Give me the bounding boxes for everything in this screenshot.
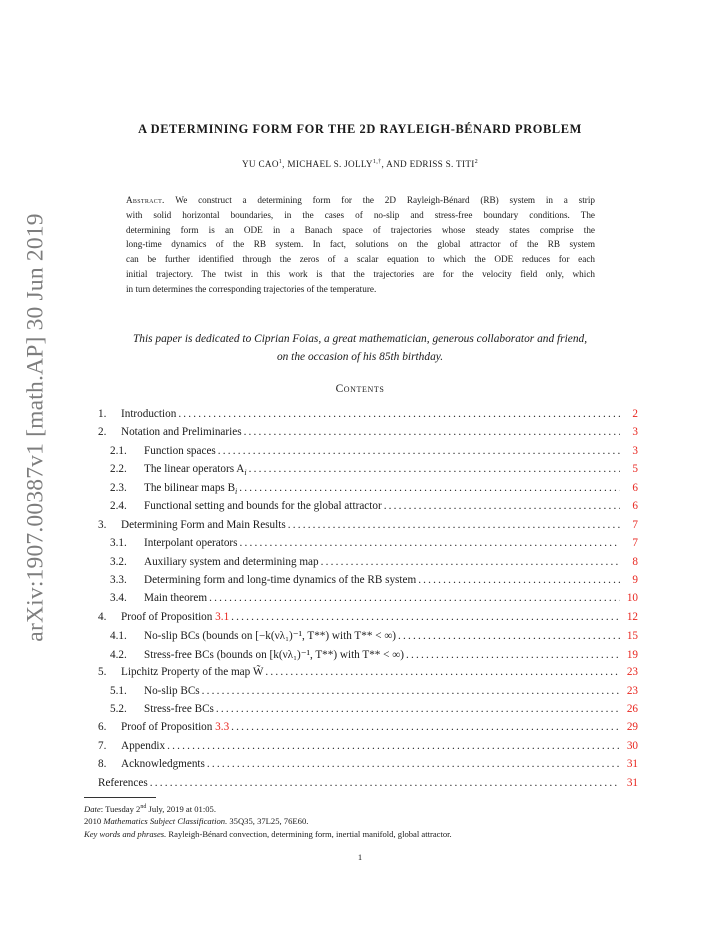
toc-leader-dots — [384, 500, 620, 512]
toc-entry[interactable] — [98, 408, 638, 426]
toc-entry[interactable] — [98, 445, 638, 463]
toc-entry-title[interactable] — [144, 685, 200, 697]
toc-entry-title-text: Auxiliary system and determining map — [144, 555, 319, 568]
toc-entry-title-text: Lipchitz Property of the map W̃ — [121, 666, 264, 679]
toc-entry-number: 3.2. — [110, 555, 127, 568]
author-separator: , — [282, 159, 288, 170]
toc-page-link[interactable]: 15 — [626, 630, 638, 643]
toc-entry-title[interactable] — [144, 592, 207, 604]
toc-entry-number: 2.1. — [110, 444, 127, 457]
toc-entry[interactable] — [98, 426, 638, 444]
msc-codes: 35Q35, 37L25, 76E60. — [227, 816, 309, 827]
toc-entry[interactable] — [98, 666, 638, 684]
toc-leader-dots — [406, 649, 620, 661]
abstract-line: long-time dynamics of the RB system. In fact, solutions on the global attractor of the RB system — [126, 239, 595, 250]
toc-entry-number: 3. — [98, 518, 107, 531]
arxiv-id[interactable]: arXiv:1907.00387v1 [math.AP] 30 Jun 2019 — [22, 212, 49, 642]
toc-page-link[interactable]: 23 — [626, 684, 638, 697]
toc-entry[interactable] — [98, 758, 638, 776]
toc-page-link[interactable]: 19 — [626, 648, 638, 661]
paper-title: A DETERMINING FORM FOR THE 2D RAYLEIGH-BÉNARD PROBLEM — [138, 122, 582, 136]
toc-entry-number: 4.2. — [110, 648, 127, 661]
toc-entry-title-text: Introduction — [121, 408, 177, 420]
msc-year: 2010 — [84, 816, 104, 827]
toc-page-link[interactable]: 23 — [626, 666, 638, 679]
toc-entry-title[interactable] — [121, 721, 229, 733]
toc-entry-title[interactable] — [144, 648, 404, 661]
toc-entry-title-text: Interpolant operators — [144, 537, 238, 550]
toc-entry-title-text: The linear operators A — [144, 463, 245, 476]
toc-entry-title[interactable] — [144, 703, 214, 715]
toc-entry-title[interactable] — [144, 445, 216, 457]
math-subscript: i — [244, 468, 247, 478]
toc-page-link[interactable]: 30 — [626, 739, 638, 752]
arxiv-stamp — [16, 212, 56, 642]
toc-page-link[interactable]: 7 — [632, 537, 638, 550]
toc-entry-title-text: Acknowledgments — [121, 758, 205, 771]
toc-entry[interactable] — [98, 482, 638, 500]
toc-page-link[interactable]: 12 — [626, 610, 638, 623]
table-of-contents — [98, 408, 638, 795]
toc-page-link[interactable]: 26 — [626, 703, 638, 715]
toc-entry-number: 5. — [98, 666, 107, 679]
msc-footnote — [84, 815, 644, 828]
toc-entry-title-text: Functional setting and bounds for the global attractor — [144, 500, 382, 513]
toc-leader-dots — [150, 777, 620, 789]
toc-leader-dots — [244, 426, 620, 438]
abstract — [126, 193, 595, 297]
toc-leader-dots — [209, 592, 620, 604]
toc-leader-dots — [178, 408, 620, 420]
toc-entry[interactable] — [98, 574, 638, 592]
abstract-line: with solid horizontal boundaries, in the cases of no-slip and stress-free boundary conditions. The — [126, 209, 595, 220]
toc-entry-title[interactable] — [121, 408, 176, 420]
date-footnote — [84, 801, 644, 815]
toc-entry[interactable] — [98, 685, 638, 703]
toc-leader-dots — [321, 556, 620, 568]
author-name: YU CAO — [241, 159, 279, 170]
dedication — [80, 330, 640, 366]
abstract-line: initial trajectory. The twist in this work is that the trajectories are for the velocity field only, which — [126, 268, 595, 279]
toc-leader-dots — [218, 445, 620, 457]
toc-leader-dots — [249, 463, 620, 475]
toc-entry-title-text: Determining Form and Main Results — [121, 518, 286, 531]
abstract-line: determining form is an ODE in a Banach space of trajectories whose steady states comprise the — [126, 224, 595, 235]
toc-page-link[interactable]: 31 — [626, 776, 638, 789]
toc-entry[interactable] — [98, 463, 638, 481]
toc-entry-title[interactable] — [144, 556, 319, 568]
toc-entry-number: 3.4. — [110, 592, 127, 605]
toc-entry-title[interactable] — [121, 519, 286, 531]
toc-entry-number: 3.1. — [110, 537, 127, 550]
dedication-line: This paper is dedicated to Ciprian Foias, a great mathematician, generous collaborator and friend, — [132, 333, 588, 345]
page-number: 1 — [357, 852, 363, 862]
toc-page-link[interactable]: 3 — [632, 444, 638, 457]
toc-entry-title-text: Proof of Proposition — [121, 610, 216, 623]
abstract-line — [126, 193, 595, 208]
toc-entry-title[interactable] — [121, 611, 229, 623]
toc-entry[interactable] — [98, 556, 638, 574]
toc-entry[interactable] — [98, 777, 638, 795]
date-label: Date — [84, 803, 101, 814]
toc-entry[interactable] — [98, 592, 638, 610]
footnote-rule — [84, 797, 156, 798]
toc-entry-title[interactable] — [144, 629, 396, 642]
toc-entry-title[interactable] — [144, 463, 247, 477]
abstract-line: can be further identified through the zeros of a scalar equation to which the ODE reduces for each — [126, 254, 595, 265]
toc-leader-dots — [418, 574, 620, 586]
author-affiliation-mark[interactable]: 2 — [474, 158, 478, 165]
toc-page-link[interactable]: 7 — [632, 518, 638, 531]
toc-entry-number: 1. — [98, 408, 107, 420]
toc-entry-number: 2.4. — [110, 500, 127, 513]
keywords-label: Key words and phrases. — [84, 829, 167, 840]
toc-entry-title[interactable] — [144, 500, 382, 512]
date-suffix: nd — [140, 804, 147, 810]
toc-entry-title[interactable] — [98, 777, 148, 789]
toc-leader-dots — [207, 758, 620, 770]
proposition-link[interactable]: 3.3 — [215, 721, 230, 734]
toc-page-link[interactable]: 5 — [632, 463, 638, 476]
toc-leader-dots — [231, 721, 620, 733]
msc-label: Mathematics Subject Classification. — [103, 816, 228, 827]
toc-entry[interactable] — [98, 703, 638, 721]
author-affiliation-mark[interactable]: 1,† — [372, 158, 382, 165]
toc-page-link[interactable]: 31 — [626, 758, 638, 771]
toc-entry-number: 5.1. — [110, 684, 127, 697]
toc-page-link[interactable]: 6 — [632, 500, 638, 513]
toc-leader-dots — [239, 482, 620, 494]
date-value: : Tuesday 2 — [100, 803, 141, 814]
toc-entry-title-text: The bilinear maps B — [144, 481, 236, 494]
toc-entry-title[interactable] — [144, 482, 237, 496]
toc-leader-dots — [216, 703, 620, 715]
toc-entry-number: 5.2. — [110, 703, 127, 715]
toc-entry-title-text: Notation and Preliminaries — [121, 426, 242, 439]
toc-page-link[interactable]: 9 — [632, 573, 638, 586]
toc-entry-title-text: References — [98, 776, 148, 789]
toc-entry-title-text: Stress-free BCs (bounds on [k(νλ₁)⁻¹, T**) with T** < ∞) — [144, 648, 404, 661]
author-name: MICHAEL S. JOLLY — [287, 159, 373, 170]
toc-entry-number: 6. — [98, 721, 107, 734]
toc-entry-number: 8. — [98, 758, 107, 771]
toc-entry-number: 3.3. — [110, 573, 127, 586]
toc-leader-dots — [265, 666, 620, 678]
toc-entry-title[interactable] — [121, 758, 205, 770]
toc-entry-number: 7. — [98, 739, 107, 752]
author-affiliation-mark[interactable]: 1 — [278, 158, 283, 165]
toc-entry-title-text: Appendix — [121, 739, 166, 752]
toc-entry-number: 2.3. — [110, 481, 127, 494]
toc-entry-title-text: Function spaces — [144, 444, 216, 457]
toc-entry-title-text: Stress-free BCs — [144, 703, 214, 715]
toc-entry[interactable] — [98, 648, 638, 666]
toc-leader-dots — [398, 630, 620, 642]
footnotes — [84, 801, 644, 841]
toc-page-link[interactable]: 3 — [632, 426, 638, 439]
toc-entry-number: 4.1. — [110, 630, 127, 643]
date-value-rest: July, 2019 at 01:05. — [146, 803, 216, 814]
abstract-line: in turn determines the corresponding trajectories of the temperature. — [126, 283, 377, 294]
keywords-footnote — [84, 828, 644, 841]
toc-entry[interactable] — [98, 721, 638, 739]
author-list — [0, 158, 720, 169]
toc-entry[interactable] — [98, 500, 638, 518]
toc-entry[interactable] — [98, 611, 638, 629]
toc-entry[interactable] — [98, 629, 638, 647]
math-subscript: i — [235, 486, 238, 496]
toc-entry-title[interactable] — [121, 740, 165, 752]
toc-entry-number: 4. — [98, 610, 107, 623]
toc-leader-dots — [167, 740, 620, 752]
toc-page-link[interactable]: 10 — [626, 592, 638, 605]
toc-entry-title-text: No-slip BCs (bounds on [−k(νλ₁)⁻¹, T**) with T** < ∞) — [144, 630, 397, 643]
toc-entry-title-text: Main theorem — [144, 592, 208, 605]
toc-entry[interactable] — [98, 740, 638, 758]
toc-entry[interactable] — [98, 519, 638, 537]
toc-leader-dots — [240, 537, 620, 549]
toc-entry-number: 2. — [98, 426, 107, 439]
abstract-text: We construct a determining form for the 2D Rayleigh-Bénard (RB) system in a strip — [175, 195, 595, 205]
toc-leader-dots — [231, 611, 620, 623]
toc-entry-number: 2.2. — [110, 463, 127, 476]
toc-entry-title[interactable] — [121, 666, 263, 678]
toc-page-link[interactable]: 6 — [632, 481, 638, 494]
dedication-line: on the occasion of his 85th birthday. — [276, 351, 444, 363]
toc-entry-title-text: Determining form and long-time dynamics of the RB system — [144, 573, 417, 586]
abstract-label: Abstract. — [126, 195, 165, 205]
toc-entry[interactable] — [98, 537, 638, 555]
toc-leader-dots — [288, 519, 620, 531]
author-separator: , AND — [381, 159, 410, 170]
toc-entry-title[interactable] — [144, 574, 416, 586]
keywords-value: Rayleigh-Bénard convection, determining form, inertial manifold, global attractor. — [166, 829, 452, 840]
contents-heading: Contents — [335, 383, 385, 395]
toc-entry-title-text: No-slip BCs — [144, 684, 200, 697]
toc-entry-title-text: Proof of Proposition — [121, 721, 216, 734]
proposition-link[interactable]: 3.1 — [215, 610, 230, 623]
toc-page-link[interactable]: 8 — [632, 555, 638, 568]
toc-entry-title[interactable] — [144, 537, 238, 549]
toc-entry-title[interactable] — [121, 426, 242, 438]
toc-leader-dots — [202, 685, 620, 697]
toc-page-link[interactable]: 2 — [632, 408, 638, 420]
author-name: EDRISS S. TITI — [409, 159, 475, 170]
toc-page-link[interactable]: 29 — [626, 721, 638, 734]
